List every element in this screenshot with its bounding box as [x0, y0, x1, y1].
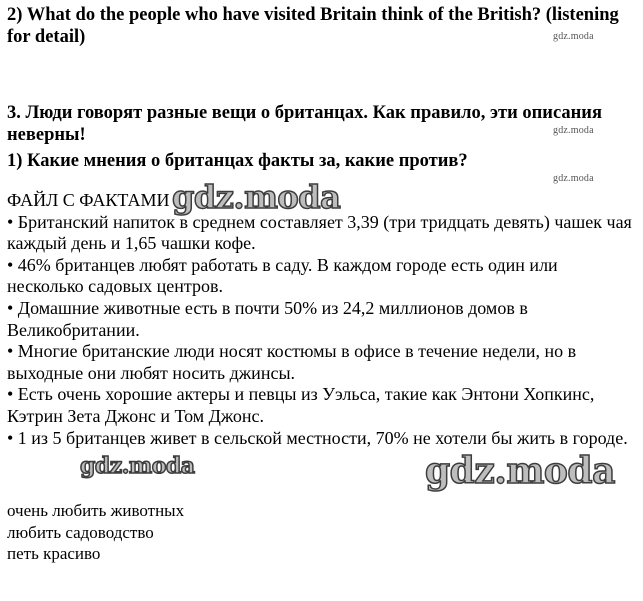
task-3-heading: 3. Люди говорят разные вещи о британцах. Как правило, эти описания неверны!	[7, 103, 602, 145]
list-item: очень любить животных	[7, 501, 185, 520]
list-item: любить садоводство	[7, 522, 154, 542]
fact-item-garden: • 46% британцев любят работать в саду. В каждом городе есть один или несколько садовых центров.	[7, 254, 558, 297]
fact-item-countryside: • 1 из 5 британцев живет в сельской местности, 70% не хотели бы жить в городе.	[7, 427, 628, 448]
listening-task-heading: 2) What do the people who have visited Britain think of the British? (listening for detail)	[7, 5, 619, 47]
watermark-large: gdz.moda	[172, 178, 341, 216]
watermark-large: gdz.moda	[80, 453, 195, 479]
watermark-small: gdz.moda	[553, 125, 594, 136]
fact-item-pets: • Домашние животные есть в почти 50% из 24,2 миллионов домов в Великобритании.	[7, 297, 528, 340]
watermark-small: gdz.moda	[553, 31, 594, 42]
fact-item-suits: • Многие британские люди носят костюмы в офисе в течение недели, но в выходные они любят носить джинсы.	[7, 341, 577, 383]
fact-item-tea: • Британский напиток в среднем составляет 3,39 (три тридцать девять) чашек чая каждый день и 1,65 чашки кофе.	[7, 211, 632, 254]
question-1-heading: 1) Какие мнения о британцах факты за, какие против?	[7, 151, 468, 171]
opinion-list	[7, 500, 407, 565]
fact-item-wales: • Есть очень хорошие актеры и певцы из Уэльса, такие как Энтони Хопкинс, Кэтрин Зета Джонс и Том Джонс.	[7, 384, 595, 426]
fact-file-title: ФАЙЛ С ФАКТАМИ	[7, 190, 170, 210]
watermark-large: gdz.moda	[425, 450, 615, 492]
watermark-small: gdz.moda	[553, 173, 594, 184]
list-item: петь красиво	[7, 544, 101, 563]
fact-file	[7, 190, 635, 449]
